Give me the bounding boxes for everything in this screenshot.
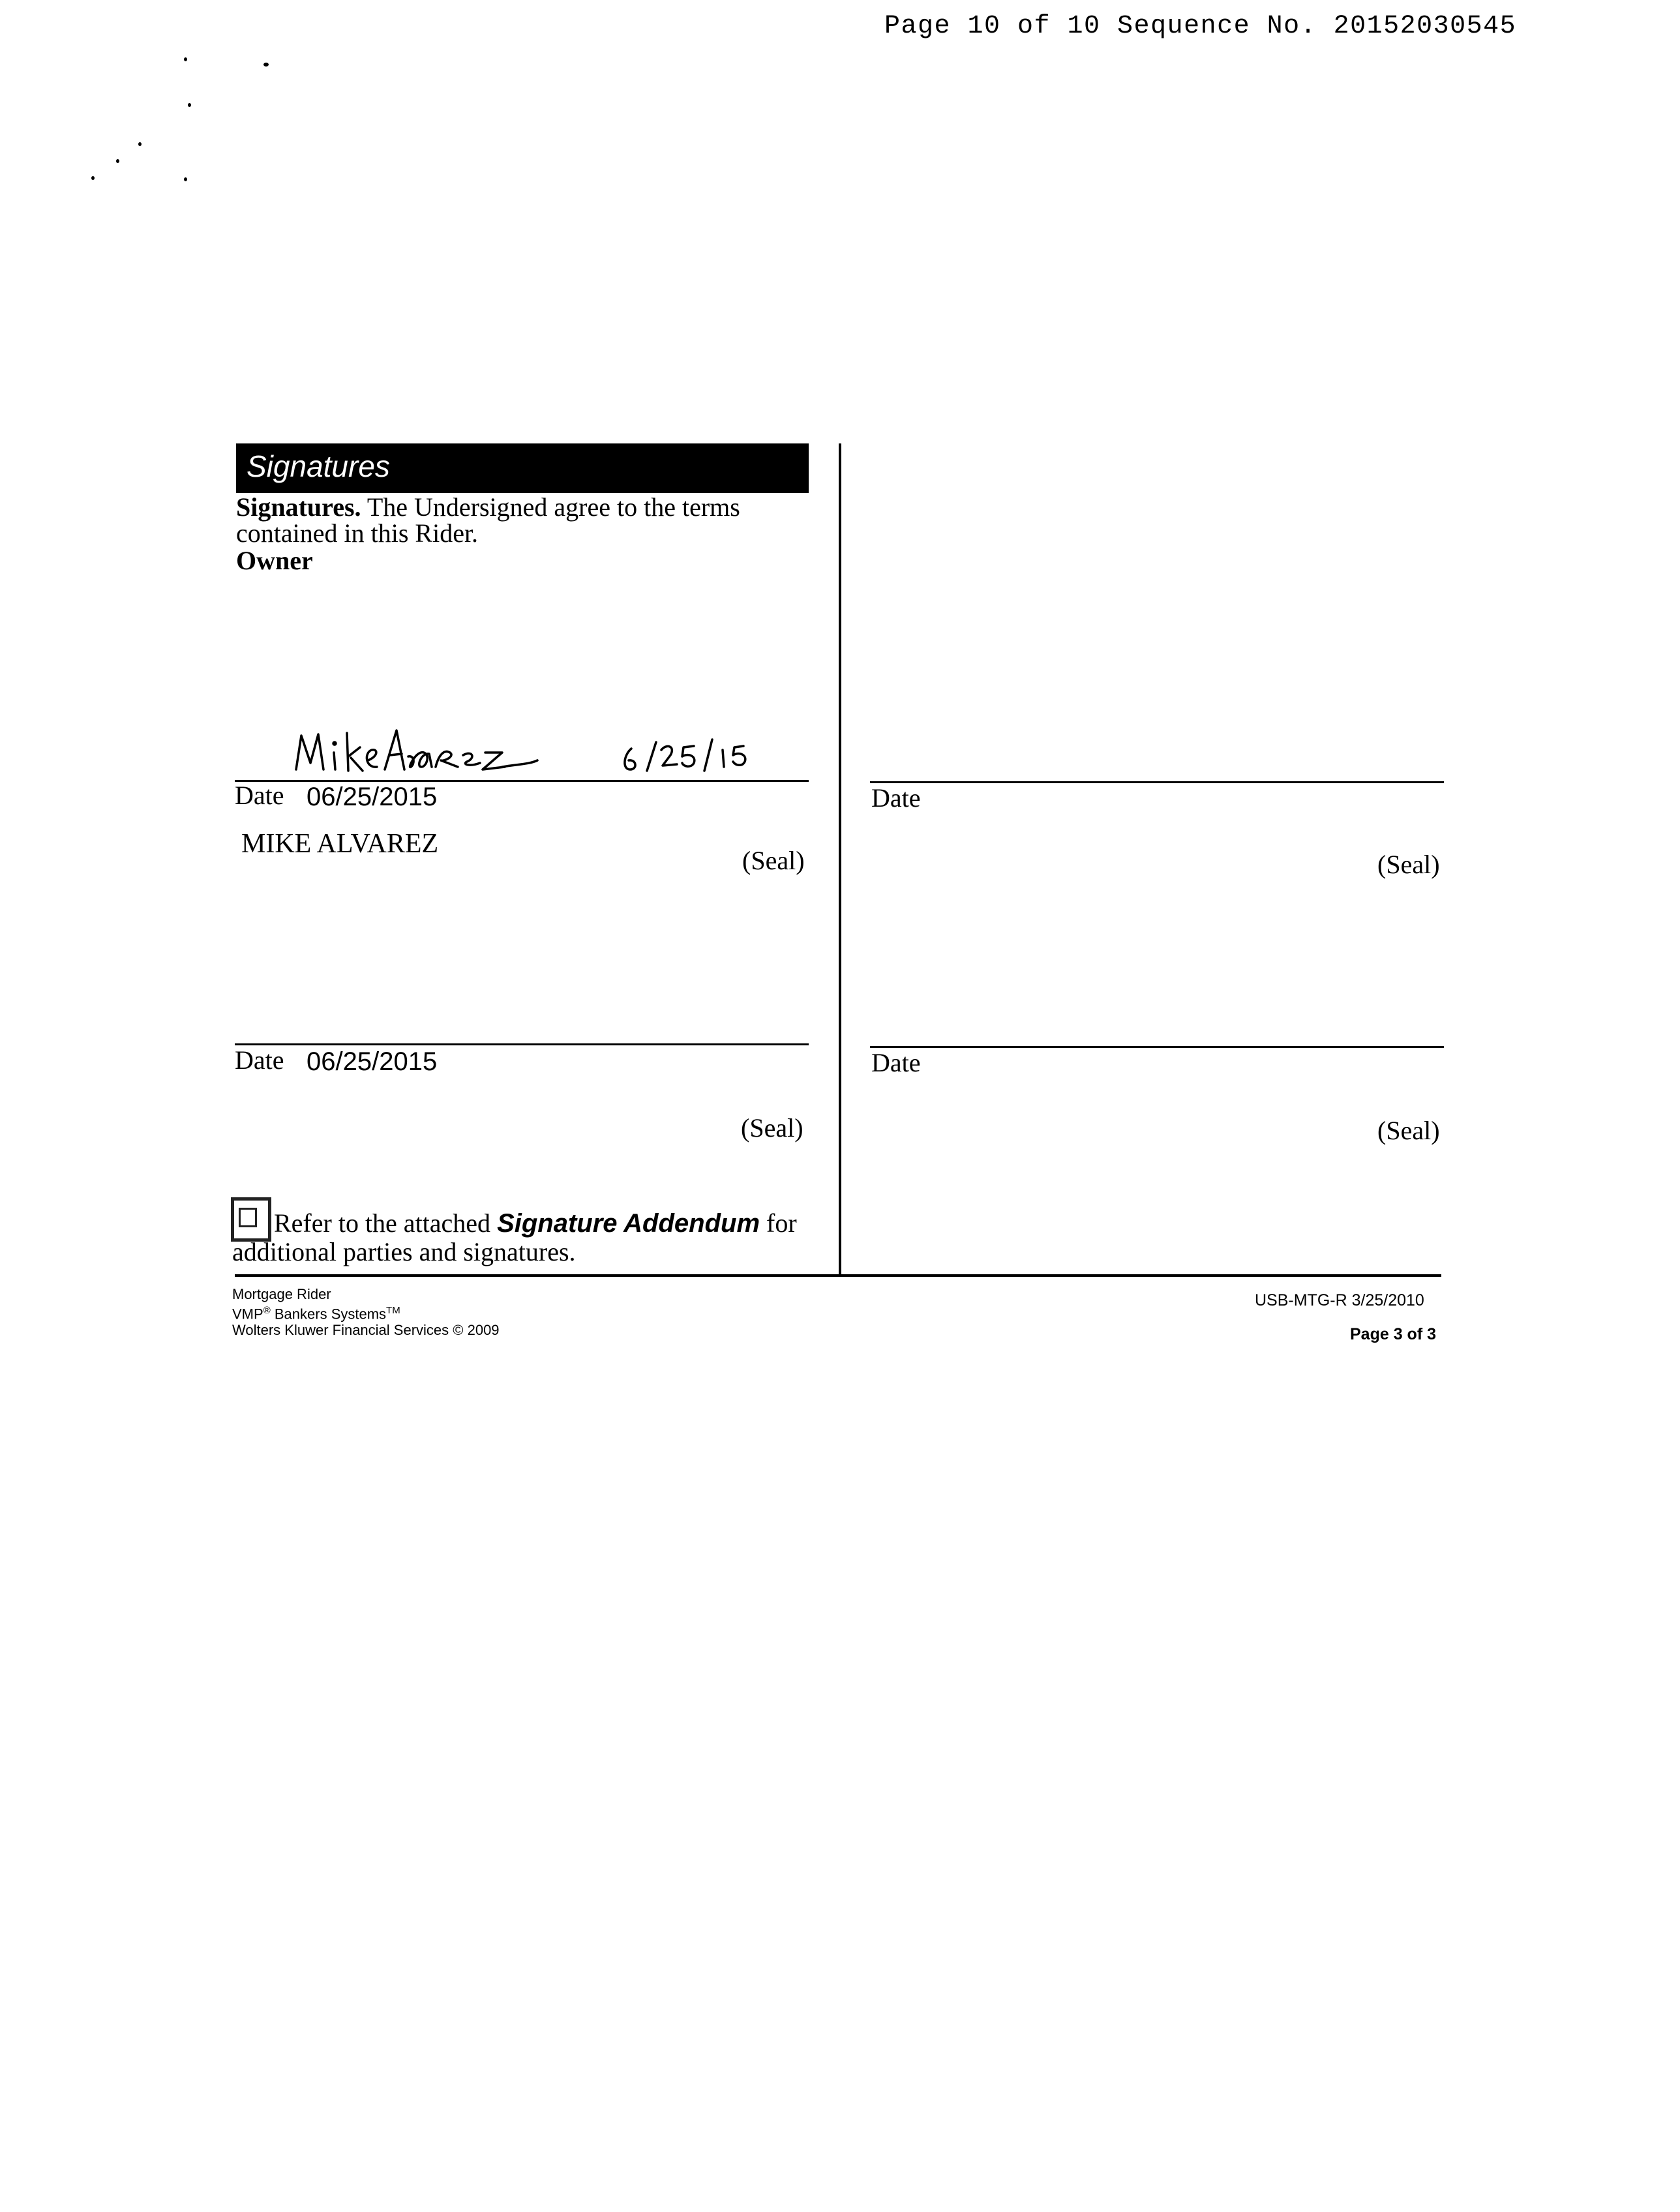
seal-label: (Seal)	[742, 846, 805, 875]
scan-speck	[188, 103, 191, 107]
registered-mark: ®	[263, 1305, 271, 1316]
intro-line1: The Undersigned agree to the terms	[367, 492, 740, 522]
vendor-name: Bankers Systems	[274, 1306, 387, 1323]
signature-line	[235, 1043, 809, 1045]
checkbox-box-icon	[239, 1208, 257, 1227]
column-divider	[839, 443, 841, 1276]
signature-line	[870, 1046, 1444, 1048]
handwritten-signature	[287, 724, 796, 780]
date-value: 06/25/2015	[307, 1047, 438, 1076]
vendor-line	[232, 1302, 500, 1322]
scan-speck	[184, 177, 187, 181]
addendum-line-2: additional parties and signatures.	[232, 1237, 576, 1266]
date-label: Date	[235, 1045, 284, 1075]
signature-line	[870, 781, 1444, 783]
signature-line	[235, 780, 809, 782]
signer-name: MIKE ALVAREZ	[241, 829, 439, 859]
copyright: © 2009	[453, 1322, 500, 1339]
intro-text	[236, 494, 823, 546]
footer-form-info	[232, 1286, 500, 1338]
section-title: Signatures	[247, 449, 390, 483]
scan-speck	[116, 159, 119, 163]
scan-speck	[263, 63, 269, 67]
form-page-number: Page 3 of 3	[1350, 1325, 1436, 1343]
date-label: Date	[235, 781, 284, 810]
seal-label: (Seal)	[741, 1113, 803, 1143]
date-label: Date	[871, 783, 921, 813]
date-label: Date	[871, 1048, 921, 1077]
seal-label: (Seal)	[1377, 850, 1440, 879]
form-title: Mortgage Rider	[232, 1286, 331, 1302]
date-value: 06/25/2015	[307, 783, 438, 811]
publisher: Wolters Kluwer Financial Services	[232, 1322, 449, 1339]
publisher-line	[232, 1322, 500, 1338]
addendum-text-before: Refer to the attached	[274, 1208, 491, 1238]
addendum-line-1	[274, 1208, 797, 1238]
intro-line2: contained in this Rider.	[236, 518, 479, 548]
vendor-prefix: VMP	[232, 1306, 263, 1323]
trademark-mark: TM	[386, 1305, 400, 1316]
intro-bold: Signatures.	[236, 492, 361, 522]
scan-speck	[91, 176, 95, 180]
owner-label: Owner	[236, 546, 313, 575]
addendum-text-after: for	[766, 1208, 797, 1238]
fax-page-stamp: Page 10 of 10 Sequence No. 20152030545	[884, 12, 1517, 41]
form-code: USB-MTG-R 3/25/2010	[1255, 1291, 1424, 1309]
footer-rule	[235, 1274, 1441, 1277]
scan-speck	[138, 142, 142, 146]
scan-speck	[184, 57, 187, 61]
seal-label: (Seal)	[1377, 1116, 1440, 1145]
addendum-bold-text: Signature Addendum	[497, 1209, 760, 1238]
